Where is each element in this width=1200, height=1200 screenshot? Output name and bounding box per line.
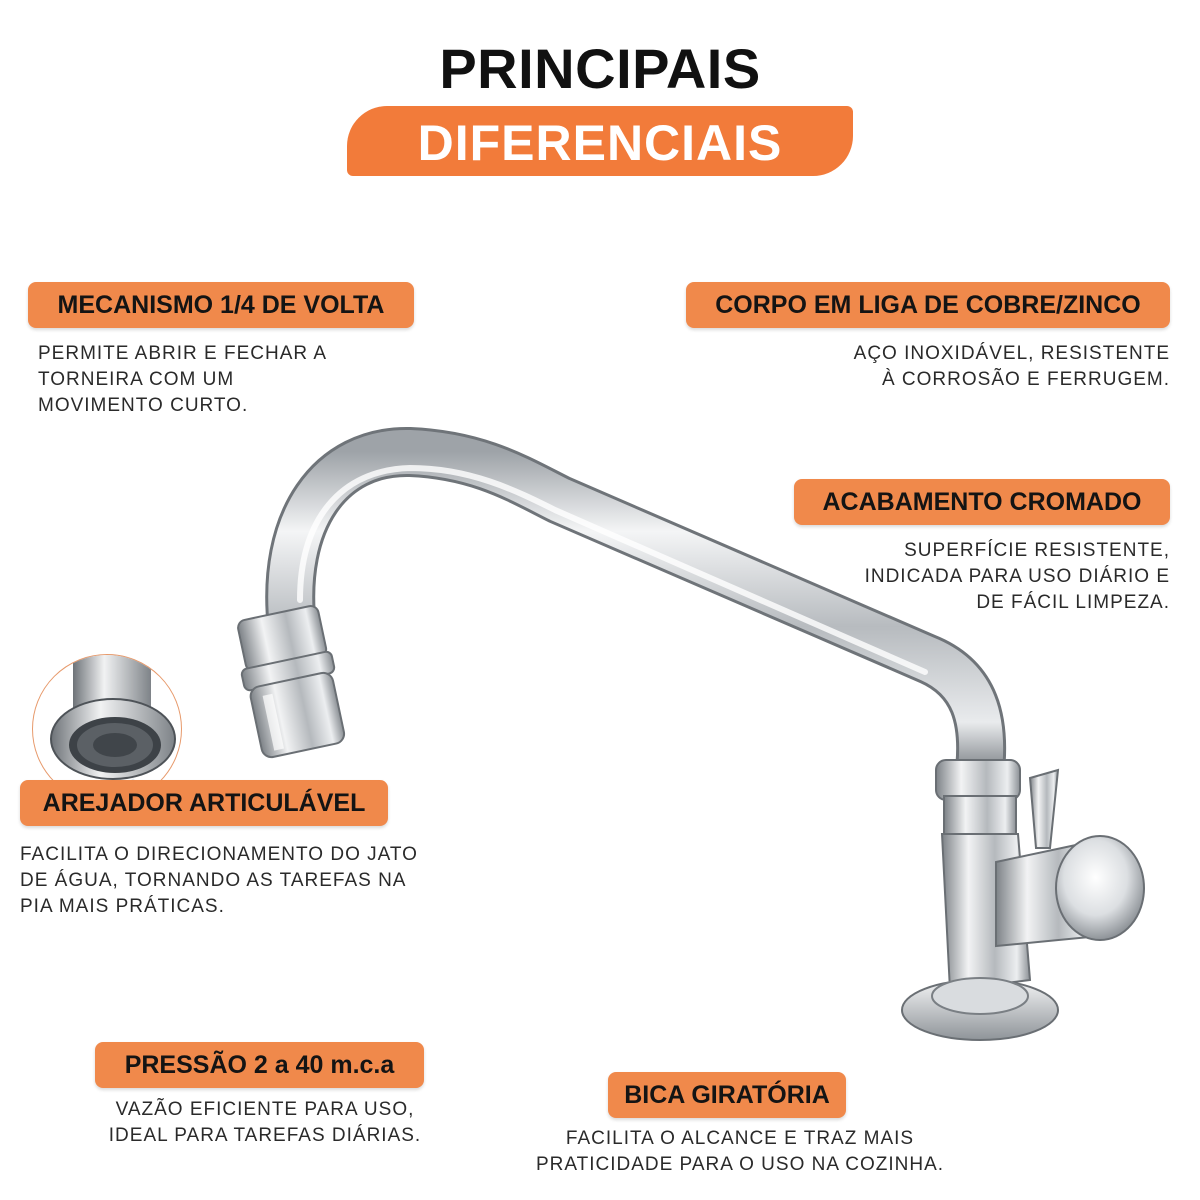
subtitle-text: DIFERENCIAIS	[417, 115, 783, 171]
feature-label-text: AREJADOR ARTICULÁVEL	[42, 789, 366, 817]
desc-line: PRATICIDADE PARA O USO NA COZINHA.	[535, 1154, 945, 1175]
desc-line: DE FÁCIL LIMPEZA.	[976, 592, 1170, 613]
desc-line: DE ÁGUA, TORNANDO AS TAREFAS NA	[20, 870, 407, 891]
feature-label-text: CORPO EM LIGA DE COBRE/ZINCO	[715, 291, 1141, 319]
desc-line: PERMITE ABRIR E FECHAR A	[38, 343, 327, 364]
feature-label-text: ACABAMENTO CROMADO	[822, 488, 1142, 516]
page-title: PRINCIPAIS	[439, 37, 761, 100]
desc-line: PIA MAIS PRÁTICAS.	[20, 896, 225, 917]
desc-line: SUPERFÍCIE RESISTENTE,	[904, 540, 1170, 561]
feature-label-mecanismo	[28, 282, 414, 328]
feature-desc-bica	[500, 1126, 980, 1178]
desc-line: TORNEIRA COM UM	[38, 369, 235, 390]
feature-label-acabamento	[794, 479, 1170, 525]
feature-desc-pressao	[60, 1097, 470, 1149]
feature-label-arejador	[20, 780, 388, 826]
desc-line: AÇO INOXIDÁVEL, RESISTENTE	[853, 343, 1170, 364]
desc-line: À CORROSÃO E FERRUGEM.	[881, 369, 1170, 390]
feature-label-text: BICA GIRATÓRIA	[624, 1081, 830, 1109]
feature-label-pressao	[95, 1042, 424, 1088]
desc-line: INDICADA PARA USO DIÁRIO E	[864, 566, 1170, 587]
feature-label-bica	[608, 1072, 846, 1118]
feature-desc-mecanismo	[38, 341, 398, 419]
feature-desc-acabamento	[790, 538, 1170, 616]
desc-line: MOVIMENTO CURTO.	[38, 395, 249, 416]
feature-label-text: MECANISMO 1/4 DE VOLTA	[57, 291, 385, 319]
desc-line: FACILITA O DIRECIONAMENTO DO JATO	[20, 844, 418, 865]
feature-desc-arejador	[20, 842, 460, 920]
desc-line: FACILITA O ALCANCE E TRAZ MAIS	[565, 1128, 915, 1149]
feature-desc-corpo	[740, 341, 1170, 393]
feature-label-text: PRESSÃO 2 a 40 m.c.a	[124, 1051, 395, 1079]
desc-line: VAZÃO EFICIENTE PARA USO,	[115, 1099, 415, 1120]
feature-label-corpo	[686, 282, 1170, 328]
desc-line: IDEAL PARA TAREFAS DIÁRIAS.	[108, 1125, 422, 1146]
